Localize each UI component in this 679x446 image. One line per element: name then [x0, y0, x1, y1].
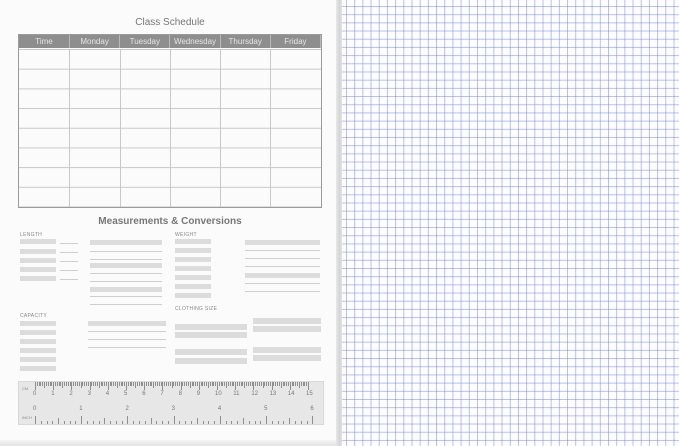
table-line: [88, 347, 166, 348]
ruler-tick: [35, 416, 36, 424]
table-line: [60, 279, 78, 280]
table-row: [175, 293, 211, 298]
ruler-unit-cm: CM: [22, 386, 29, 391]
ruler-tick: [312, 416, 313, 424]
grid-line: [220, 49, 221, 207]
table-row: [20, 348, 56, 353]
ruler-tick: [174, 416, 175, 424]
ruler-tick: [110, 421, 111, 424]
table-line: [90, 251, 162, 252]
ruler-tick: [214, 421, 215, 424]
ruler-tick: [116, 421, 117, 424]
col-thursday: Thursday: [221, 35, 271, 48]
grid-line: [270, 49, 271, 207]
table-line: [88, 339, 166, 340]
grid-line: [69, 49, 70, 207]
ruler: [18, 381, 324, 425]
grid-line: [170, 49, 171, 207]
table-row: [245, 240, 320, 245]
ruler-tick: [249, 421, 250, 424]
ruler-tick: [168, 421, 169, 424]
ruler-cm-label: 7: [160, 391, 164, 397]
ruler-cm-label: 4: [105, 391, 110, 397]
grid-line: [120, 49, 121, 207]
table-line: [245, 258, 320, 259]
table-line: [90, 273, 162, 274]
ruler-tick: [99, 421, 100, 424]
ruler-tick: [231, 421, 232, 424]
ruler-cm-label: 12: [251, 391, 259, 397]
ruler-inch-label: 0: [33, 406, 37, 412]
table-row: [175, 239, 211, 244]
ruler-tick: [122, 421, 123, 424]
ruler-tick: [289, 418, 290, 424]
ruler-cm-label: 10: [215, 391, 222, 397]
ruler-cm-label: 15: [306, 391, 313, 397]
table-line: [90, 296, 162, 297]
table-row: [20, 267, 56, 272]
table-line: [60, 252, 78, 253]
schedule-header-row: [19, 35, 321, 48]
ruler-tick: [307, 421, 308, 424]
ruler-unit-inch: INCH: [22, 415, 32, 420]
ruler-tick: [127, 416, 128, 424]
table-row: [175, 358, 247, 364]
ruler-tick: [197, 418, 198, 424]
table-row: [175, 248, 211, 253]
ruler-tick: [272, 421, 273, 424]
ruler-cm-label: 14: [287, 391, 295, 397]
ruler-cm-label: 6: [142, 391, 146, 397]
ruler-tick: [203, 421, 204, 424]
ruler-tick: [278, 421, 279, 424]
table-row: [90, 287, 162, 292]
ruler-tick: [104, 418, 105, 424]
table-row: [20, 249, 56, 254]
table-line: [88, 331, 166, 332]
ruler-inch-label: 5: [264, 406, 268, 412]
table-line: [60, 261, 78, 262]
table-line: [245, 283, 320, 284]
ruler-tick: [70, 421, 71, 424]
class-schedule-table: [18, 34, 322, 208]
ruler-tick: [64, 421, 65, 424]
table-row: [175, 349, 247, 355]
page-edge: [0, 440, 340, 446]
ruler-tick: [156, 421, 157, 424]
table-line: [245, 250, 320, 251]
ruler-tick: [41, 421, 42, 424]
ruler-cm-label: 3: [87, 391, 91, 397]
col-time: Time: [19, 35, 70, 48]
ruler-tick: [185, 421, 186, 424]
ruler-inch-label: 4: [217, 406, 222, 412]
ruler-cm-label: 5: [124, 391, 128, 397]
ruler-cm-label: 13: [269, 391, 277, 397]
table-row: [175, 266, 211, 271]
ruler-cm-label: 11: [233, 391, 240, 397]
table-row: [90, 263, 162, 268]
table-row: [245, 273, 320, 278]
ruler-tick: [75, 421, 76, 424]
col-wednesday: Wednesday: [170, 35, 220, 48]
table-row: [253, 318, 321, 324]
table-row: [20, 258, 56, 263]
ruler-inch-label: 2: [125, 406, 129, 412]
ruler-tick: [237, 421, 238, 424]
ruler-tick: [283, 421, 284, 424]
table-row: [90, 240, 162, 245]
col-tuesday: Tuesday: [120, 35, 170, 48]
ruler-tick: [81, 416, 82, 424]
ruler-cm-label: 8: [178, 391, 182, 397]
ruler-cm-label: 2: [69, 391, 73, 397]
ruler-cm-label: 0: [33, 391, 37, 397]
ruler-tick: [179, 421, 180, 424]
table-line: [60, 270, 78, 271]
ruler-tick: [191, 421, 192, 424]
ruler-tick: [87, 421, 88, 424]
table-row: [253, 347, 321, 353]
ruler-tick: [139, 421, 140, 424]
ruler-inch-label: 6: [310, 406, 314, 412]
ruler-tick: [226, 421, 227, 424]
ruler-tick: [47, 421, 48, 424]
ruler-tick: [295, 421, 296, 424]
ruler-tick: [308, 382, 309, 390]
ruler-inch-label: 1: [79, 406, 83, 412]
ruler-tick: [93, 421, 94, 424]
section-clothing-size: CLOTHING SIZE: [175, 306, 218, 312]
col-monday: Monday: [70, 35, 120, 48]
ruler-tick: [266, 416, 267, 424]
ruler-tick: [255, 421, 256, 424]
section-capacity: CAPACITY: [20, 313, 48, 319]
table-row: [20, 366, 56, 371]
table-line: [90, 259, 162, 260]
table-row: [88, 321, 166, 326]
ruler-tick: [162, 421, 163, 424]
ruler-tick: [151, 418, 152, 424]
col-friday: Friday: [271, 35, 321, 48]
ruler-tick: [58, 418, 59, 424]
table-row: [20, 239, 56, 244]
ruler-tick: [208, 421, 209, 424]
table-line: [90, 281, 162, 282]
table-row: [175, 324, 247, 330]
ruler-tick: [220, 416, 221, 424]
ruler-tick: [260, 421, 261, 424]
ruler-tick: [133, 421, 134, 424]
table-row: [175, 275, 211, 280]
ruler-tick: [301, 421, 302, 424]
table-row: [253, 355, 321, 361]
table-row: [175, 284, 211, 289]
table-row: [253, 326, 321, 332]
table-row: [175, 257, 211, 262]
table-row: [20, 357, 56, 362]
measurements-title: Measurements & Conversions: [98, 216, 242, 227]
ruler-inch-label: 3: [171, 406, 176, 412]
table-line: [245, 266, 320, 267]
table-row: [20, 330, 56, 335]
ruler-tick: [52, 421, 53, 424]
table-row: [175, 332, 247, 338]
section-weight: WEIGHT: [175, 232, 197, 238]
table-line: [60, 243, 78, 244]
ruler-cm-label: 1: [51, 391, 55, 397]
graph-paper-page: [342, 0, 679, 446]
table-row: [20, 321, 56, 326]
table-row: [20, 276, 56, 281]
ruler-cm-label: 9: [196, 391, 201, 397]
table-row: [20, 339, 56, 344]
ruler-tick: [243, 418, 244, 424]
schedule-title: Class Schedule: [135, 17, 205, 28]
table-line: [245, 291, 320, 292]
ruler-tick: [145, 421, 146, 424]
section-length: LENGTH: [20, 232, 43, 238]
table-line: [90, 304, 162, 305]
